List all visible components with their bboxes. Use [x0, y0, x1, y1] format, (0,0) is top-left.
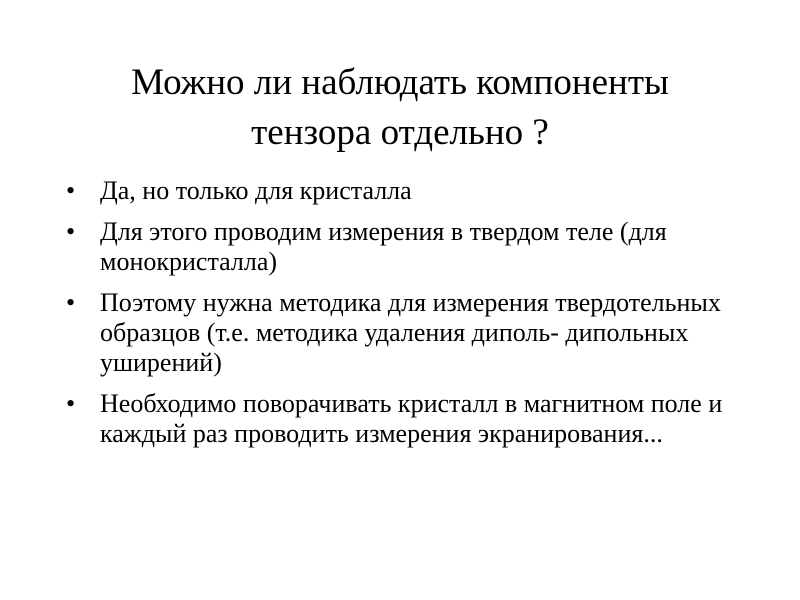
bullet-item [64, 288, 744, 378]
bullet-item [64, 176, 744, 206]
slide-title-line-1: Можно ли наблюдать компоненты [131, 62, 669, 103]
bullet-marker: • [66, 389, 76, 418]
bullet-item [64, 217, 744, 277]
bullet-text: Да, но только для кристалла [100, 176, 412, 205]
slide-title [40, 58, 760, 158]
bullet-list [64, 176, 744, 460]
bullet-marker: • [66, 288, 76, 317]
bullet-marker: • [66, 217, 76, 246]
bullet-text: Для этого проводим измерения в твердом теле (для монокристалла) [100, 217, 667, 276]
bullet-item [64, 389, 744, 449]
bullet-text: Необходимо поворачивать кристалл в магнитном поле и каждый раз проводить измерения экранирования... [100, 389, 723, 448]
slide-title-line-2: тензора отдельно ? [251, 112, 549, 153]
bullet-marker: • [66, 176, 76, 205]
bullet-text: Поэтому нужна методика для измерения твердотельных образцов (т.е. методика удаления диполь- дипольных уширений) [100, 288, 721, 377]
